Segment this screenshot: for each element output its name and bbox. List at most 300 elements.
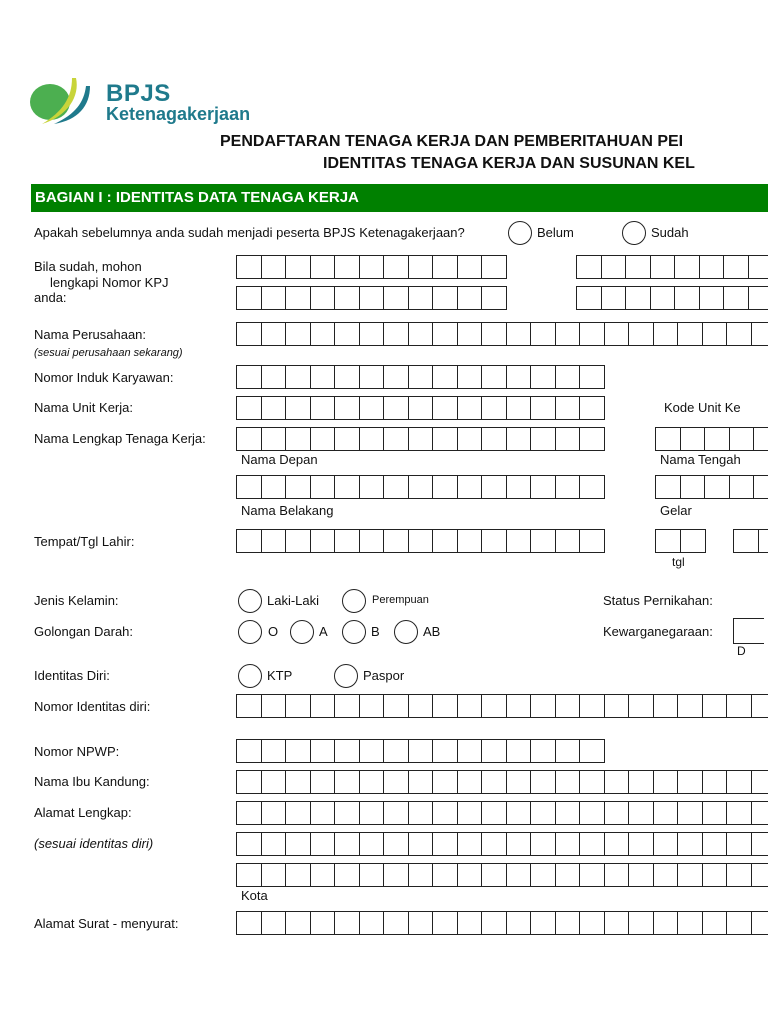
char-box[interactable] — [481, 739, 507, 763]
char-box[interactable] — [726, 801, 752, 825]
char-box[interactable] — [457, 427, 483, 451]
char-box[interactable] — [383, 427, 409, 451]
char-box[interactable] — [723, 255, 749, 279]
char-box[interactable] — [310, 365, 336, 389]
char-box[interactable] — [655, 529, 681, 553]
char-box[interactable] — [530, 475, 556, 499]
char-box[interactable] — [432, 832, 458, 856]
char-box[interactable] — [334, 801, 360, 825]
char-box[interactable] — [601, 286, 627, 310]
char-box[interactable] — [432, 911, 458, 935]
kpj-boxes-2b[interactable] — [576, 286, 768, 310]
char-box[interactable] — [530, 739, 556, 763]
radio-blood-o[interactable] — [238, 620, 262, 644]
kpj-boxes-1[interactable] — [236, 255, 506, 279]
char-box[interactable] — [310, 286, 336, 310]
char-box[interactable] — [481, 911, 507, 935]
char-box[interactable] — [628, 770, 654, 794]
char-box[interactable] — [236, 365, 262, 389]
char-box[interactable] — [261, 770, 287, 794]
char-box[interactable] — [261, 286, 287, 310]
char-box[interactable] — [457, 739, 483, 763]
char-box[interactable] — [702, 801, 728, 825]
char-box[interactable] — [359, 863, 385, 887]
boxes-tgl[interactable] — [655, 529, 704, 553]
char-box[interactable] — [236, 529, 262, 553]
char-box[interactable] — [457, 255, 483, 279]
char-box[interactable] — [285, 365, 311, 389]
radio-laki[interactable] — [238, 589, 262, 613]
char-box[interactable] — [408, 322, 434, 346]
char-box[interactable] — [457, 365, 483, 389]
char-box[interactable] — [579, 770, 605, 794]
char-box[interactable] — [408, 396, 434, 420]
char-box[interactable] — [481, 832, 507, 856]
char-box[interactable] — [310, 863, 336, 887]
char-box[interactable] — [555, 863, 581, 887]
char-box[interactable] — [579, 322, 605, 346]
char-box[interactable] — [359, 255, 385, 279]
kpj-boxes-2[interactable] — [236, 286, 506, 310]
char-box[interactable] — [506, 365, 532, 389]
char-box[interactable] — [261, 396, 287, 420]
radio-paspor[interactable] — [334, 664, 358, 688]
char-box[interactable] — [506, 739, 532, 763]
char-box[interactable] — [334, 427, 360, 451]
radio-blood-ab[interactable] — [394, 620, 418, 644]
char-box[interactable] — [334, 832, 360, 856]
char-box[interactable] — [530, 863, 556, 887]
char-box[interactable] — [432, 427, 458, 451]
char-box[interactable] — [261, 832, 287, 856]
char-box[interactable] — [383, 255, 409, 279]
char-box[interactable] — [506, 832, 532, 856]
char-box[interactable] — [481, 694, 507, 718]
char-box[interactable] — [579, 694, 605, 718]
char-box[interactable] — [680, 529, 706, 553]
char-box[interactable] — [628, 863, 654, 887]
char-box[interactable] — [530, 322, 556, 346]
char-box[interactable] — [383, 770, 409, 794]
char-box[interactable] — [432, 801, 458, 825]
char-box[interactable] — [604, 694, 630, 718]
char-box[interactable] — [699, 255, 725, 279]
char-box[interactable] — [579, 832, 605, 856]
boxes-tempat-lahir[interactable] — [236, 529, 604, 553]
char-box[interactable] — [334, 770, 360, 794]
char-box[interactable] — [261, 365, 287, 389]
char-box[interactable] — [674, 286, 700, 310]
kpj-boxes-1b[interactable] — [576, 255, 768, 279]
boxes-no-identitas[interactable] — [236, 694, 768, 718]
char-box[interactable] — [408, 770, 434, 794]
char-box[interactable] — [702, 694, 728, 718]
char-box[interactable] — [310, 255, 336, 279]
char-box[interactable] — [726, 694, 752, 718]
char-box[interactable] — [383, 529, 409, 553]
char-box[interactable] — [408, 801, 434, 825]
boxes-bln[interactable] — [733, 529, 768, 553]
char-box[interactable] — [579, 801, 605, 825]
boxes-nama-tengah[interactable] — [655, 427, 768, 451]
char-box[interactable] — [432, 286, 458, 310]
char-box[interactable] — [310, 322, 336, 346]
char-box[interactable] — [383, 475, 409, 499]
char-box[interactable] — [481, 427, 507, 451]
boxes-nik[interactable] — [236, 365, 604, 389]
char-box[interactable] — [579, 529, 605, 553]
char-box[interactable] — [432, 529, 458, 553]
char-box[interactable] — [576, 255, 602, 279]
char-box[interactable] — [432, 255, 458, 279]
char-box[interactable] — [261, 911, 287, 935]
char-box[interactable] — [334, 911, 360, 935]
char-box[interactable] — [285, 801, 311, 825]
char-box[interactable] — [383, 863, 409, 887]
char-box[interactable] — [310, 529, 336, 553]
char-box[interactable] — [285, 475, 311, 499]
char-box[interactable] — [506, 322, 532, 346]
char-box[interactable] — [359, 832, 385, 856]
char-box[interactable] — [457, 832, 483, 856]
char-box[interactable] — [236, 832, 262, 856]
char-box[interactable] — [383, 911, 409, 935]
char-box[interactable] — [555, 529, 581, 553]
char-box[interactable] — [481, 396, 507, 420]
char-box[interactable] — [457, 801, 483, 825]
char-box[interactable] — [653, 832, 679, 856]
char-box[interactable] — [359, 396, 385, 420]
char-box[interactable] — [432, 694, 458, 718]
char-box[interactable] — [310, 832, 336, 856]
char-box[interactable] — [481, 365, 507, 389]
char-box[interactable] — [432, 739, 458, 763]
char-box[interactable] — [748, 286, 768, 310]
char-box[interactable] — [310, 801, 336, 825]
char-box[interactable] — [310, 739, 336, 763]
char-box[interactable] — [726, 770, 752, 794]
char-box[interactable] — [628, 322, 654, 346]
char-box[interactable] — [408, 832, 434, 856]
char-box[interactable] — [408, 286, 434, 310]
char-box[interactable] — [457, 322, 483, 346]
char-box[interactable] — [359, 801, 385, 825]
char-box[interactable] — [677, 863, 703, 887]
char-box[interactable] — [236, 801, 262, 825]
char-box[interactable] — [650, 255, 676, 279]
char-box[interactable] — [604, 863, 630, 887]
char-box[interactable] — [359, 286, 385, 310]
char-box[interactable] — [359, 427, 385, 451]
char-box[interactable] — [261, 863, 287, 887]
char-box[interactable] — [236, 396, 262, 420]
char-box[interactable] — [383, 832, 409, 856]
char-box[interactable] — [310, 475, 336, 499]
char-box[interactable] — [383, 365, 409, 389]
char-box[interactable] — [457, 286, 483, 310]
char-box[interactable] — [457, 694, 483, 718]
char-box[interactable] — [506, 694, 532, 718]
char-box[interactable] — [751, 911, 768, 935]
char-box[interactable] — [334, 529, 360, 553]
boxes-unit-kerja[interactable] — [236, 396, 604, 420]
char-box[interactable] — [285, 529, 311, 553]
char-box[interactable] — [334, 475, 360, 499]
char-box[interactable] — [530, 911, 556, 935]
char-box[interactable] — [481, 475, 507, 499]
char-box[interactable] — [628, 911, 654, 935]
char-box[interactable] — [408, 365, 434, 389]
char-box[interactable] — [481, 770, 507, 794]
char-box[interactable] — [334, 255, 360, 279]
char-box[interactable] — [702, 770, 728, 794]
char-box[interactable] — [334, 739, 360, 763]
char-box[interactable] — [285, 427, 311, 451]
char-box[interactable] — [457, 475, 483, 499]
char-box[interactable] — [236, 286, 262, 310]
char-box[interactable] — [653, 801, 679, 825]
char-box[interactable] — [457, 863, 483, 887]
char-box[interactable] — [481, 801, 507, 825]
char-box[interactable] — [285, 255, 311, 279]
char-box[interactable] — [726, 863, 752, 887]
kewarganegaraan-box[interactable] — [733, 618, 764, 644]
char-box[interactable] — [383, 739, 409, 763]
char-box[interactable] — [408, 863, 434, 887]
char-box[interactable] — [729, 427, 755, 451]
char-box[interactable] — [383, 286, 409, 310]
char-box[interactable] — [408, 475, 434, 499]
char-box[interactable] — [530, 801, 556, 825]
char-box[interactable] — [310, 427, 336, 451]
char-box[interactable] — [359, 322, 385, 346]
char-box[interactable] — [555, 365, 581, 389]
char-box[interactable] — [530, 396, 556, 420]
char-box[interactable] — [285, 770, 311, 794]
char-box[interactable] — [625, 255, 651, 279]
char-box[interactable] — [758, 529, 768, 553]
char-box[interactable] — [680, 427, 706, 451]
char-box[interactable] — [261, 739, 287, 763]
char-box[interactable] — [334, 694, 360, 718]
char-box[interactable] — [408, 694, 434, 718]
char-box[interactable] — [530, 427, 556, 451]
char-box[interactable] — [601, 255, 627, 279]
char-box[interactable] — [506, 396, 532, 420]
char-box[interactable] — [751, 832, 768, 856]
char-box[interactable] — [604, 801, 630, 825]
char-box[interactable] — [359, 365, 385, 389]
char-box[interactable] — [555, 475, 581, 499]
char-box[interactable] — [285, 694, 311, 718]
char-box[interactable] — [457, 770, 483, 794]
char-box[interactable] — [236, 322, 262, 346]
char-box[interactable] — [729, 475, 755, 499]
char-box[interactable] — [555, 739, 581, 763]
char-box[interactable] — [579, 396, 605, 420]
char-box[interactable] — [726, 832, 752, 856]
char-box[interactable] — [555, 832, 581, 856]
char-box[interactable] — [285, 286, 311, 310]
boxes-nama-depan[interactable] — [236, 427, 604, 451]
char-box[interactable] — [604, 322, 630, 346]
char-box[interactable] — [579, 365, 605, 389]
char-box[interactable] — [751, 322, 768, 346]
char-box[interactable] — [555, 427, 581, 451]
char-box[interactable] — [408, 255, 434, 279]
char-box[interactable] — [457, 911, 483, 935]
char-box[interactable] — [653, 911, 679, 935]
char-box[interactable] — [236, 739, 262, 763]
char-box[interactable] — [702, 863, 728, 887]
char-box[interactable] — [383, 322, 409, 346]
char-box[interactable] — [677, 322, 703, 346]
char-box[interactable] — [432, 396, 458, 420]
radio-sudah[interactable] — [622, 221, 646, 245]
char-box[interactable] — [723, 286, 749, 310]
char-box[interactable] — [753, 475, 768, 499]
char-box[interactable] — [579, 863, 605, 887]
char-box[interactable] — [481, 863, 507, 887]
char-box[interactable] — [726, 911, 752, 935]
char-box[interactable] — [236, 863, 262, 887]
char-box[interactable] — [285, 739, 311, 763]
char-box[interactable] — [677, 801, 703, 825]
char-box[interactable] — [677, 770, 703, 794]
char-box[interactable] — [674, 255, 700, 279]
char-box[interactable] — [408, 427, 434, 451]
char-box[interactable] — [579, 911, 605, 935]
char-box[interactable] — [285, 911, 311, 935]
char-box[interactable] — [555, 801, 581, 825]
char-box[interactable] — [753, 427, 768, 451]
boxes-ibu[interactable] — [236, 770, 768, 794]
char-box[interactable] — [530, 770, 556, 794]
char-box[interactable] — [604, 911, 630, 935]
char-box[interactable] — [576, 286, 602, 310]
char-box[interactable] — [653, 694, 679, 718]
char-box[interactable] — [334, 396, 360, 420]
char-box[interactable] — [236, 475, 262, 499]
radio-perempuan[interactable] — [342, 589, 366, 613]
char-box[interactable] — [702, 832, 728, 856]
char-box[interactable] — [506, 427, 532, 451]
char-box[interactable] — [236, 255, 262, 279]
char-box[interactable] — [359, 739, 385, 763]
char-box[interactable] — [261, 255, 287, 279]
char-box[interactable] — [579, 475, 605, 499]
char-box[interactable] — [506, 475, 532, 499]
char-box[interactable] — [653, 863, 679, 887]
char-box[interactable] — [236, 427, 262, 451]
char-box[interactable] — [310, 911, 336, 935]
char-box[interactable] — [481, 286, 507, 310]
char-box[interactable] — [506, 911, 532, 935]
char-box[interactable] — [653, 770, 679, 794]
char-box[interactable] — [432, 863, 458, 887]
char-box[interactable] — [751, 863, 768, 887]
char-box[interactable] — [457, 396, 483, 420]
char-box[interactable] — [555, 770, 581, 794]
char-box[interactable] — [432, 770, 458, 794]
char-box[interactable] — [751, 801, 768, 825]
radio-blood-a[interactable] — [290, 620, 314, 644]
char-box[interactable] — [506, 801, 532, 825]
char-box[interactable] — [530, 694, 556, 718]
char-box[interactable] — [285, 863, 311, 887]
char-box[interactable] — [702, 322, 728, 346]
char-box[interactable] — [726, 322, 752, 346]
char-box[interactable] — [261, 475, 287, 499]
char-box[interactable] — [677, 911, 703, 935]
char-box[interactable] — [579, 739, 605, 763]
char-box[interactable] — [236, 694, 262, 718]
char-box[interactable] — [625, 286, 651, 310]
char-box[interactable] — [704, 427, 730, 451]
boxes-alamat-surat[interactable] — [236, 911, 768, 935]
char-box[interactable] — [261, 427, 287, 451]
char-box[interactable] — [285, 396, 311, 420]
boxes-alamat-2[interactable] — [236, 832, 768, 856]
char-box[interactable] — [628, 832, 654, 856]
char-box[interactable] — [359, 475, 385, 499]
char-box[interactable] — [650, 286, 676, 310]
char-box[interactable] — [555, 322, 581, 346]
char-box[interactable] — [359, 770, 385, 794]
char-box[interactable] — [310, 770, 336, 794]
boxes-alamat-3[interactable] — [236, 863, 768, 887]
char-box[interactable] — [481, 529, 507, 553]
char-box[interactable] — [751, 770, 768, 794]
char-box[interactable] — [236, 770, 262, 794]
char-box[interactable] — [699, 286, 725, 310]
char-box[interactable] — [310, 396, 336, 420]
char-box[interactable] — [655, 427, 681, 451]
boxes-nama-perusahaan[interactable] — [236, 322, 768, 346]
char-box[interactable] — [236, 911, 262, 935]
char-box[interactable] — [628, 694, 654, 718]
boxes-alamat-1[interactable] — [236, 801, 768, 825]
radio-ktp[interactable] — [238, 664, 262, 688]
char-box[interactable] — [457, 529, 483, 553]
char-box[interactable] — [530, 529, 556, 553]
char-box[interactable] — [383, 801, 409, 825]
char-box[interactable] — [748, 255, 768, 279]
char-box[interactable] — [628, 801, 654, 825]
char-box[interactable] — [530, 832, 556, 856]
boxes-nama-belakang[interactable] — [236, 475, 604, 499]
char-box[interactable] — [334, 365, 360, 389]
char-box[interactable] — [555, 694, 581, 718]
char-box[interactable] — [704, 475, 730, 499]
char-box[interactable] — [261, 801, 287, 825]
char-box[interactable] — [653, 322, 679, 346]
char-box[interactable] — [334, 322, 360, 346]
char-box[interactable] — [383, 396, 409, 420]
char-box[interactable] — [432, 475, 458, 499]
char-box[interactable] — [359, 529, 385, 553]
char-box[interactable] — [604, 832, 630, 856]
char-box[interactable] — [680, 475, 706, 499]
char-box[interactable] — [334, 286, 360, 310]
char-box[interactable] — [702, 911, 728, 935]
char-box[interactable] — [285, 832, 311, 856]
char-box[interactable] — [359, 911, 385, 935]
char-box[interactable] — [751, 694, 768, 718]
boxes-gelar[interactable] — [655, 475, 768, 499]
char-box[interactable] — [261, 322, 287, 346]
char-box[interactable] — [408, 739, 434, 763]
